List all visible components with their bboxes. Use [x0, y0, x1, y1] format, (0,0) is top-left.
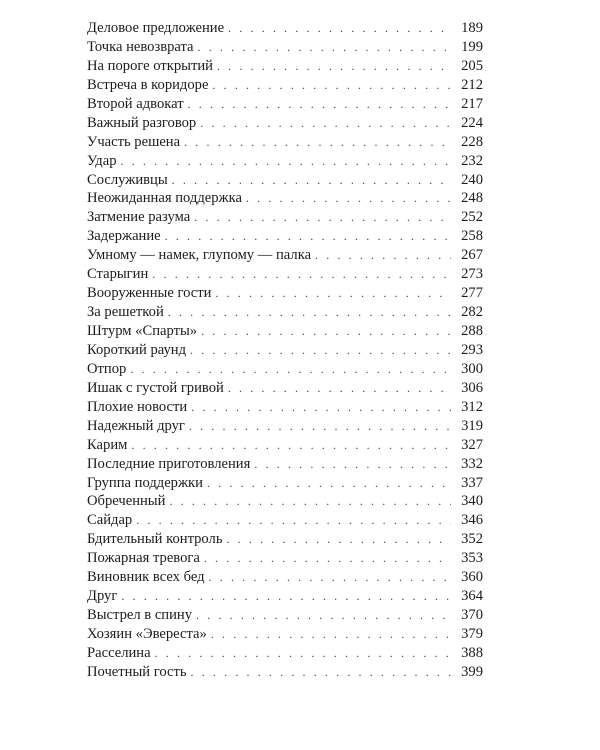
- toc-entry-title: Затмение разума: [87, 209, 191, 226]
- toc-entry: [87, 492, 483, 511]
- toc-entry-title: Ишак с густой гривой: [87, 379, 224, 396]
- toc-entry: [87, 171, 483, 190]
- toc-entry: [87, 227, 483, 246]
- dot-leader: [200, 114, 451, 133]
- toc-entry-title: Последние приготовления: [87, 455, 251, 472]
- toc-entry-page-number: 252: [461, 209, 483, 226]
- dot-leader: [228, 19, 451, 38]
- toc-entry-title: Отпор: [87, 360, 127, 377]
- toc-entry: [87, 360, 483, 379]
- dot-leader: [228, 379, 451, 398]
- dot-leader: [131, 436, 451, 455]
- toc-entry-page-number: 248: [461, 190, 483, 207]
- toc-entry-page-number: 388: [461, 644, 483, 661]
- toc-entry: [87, 76, 483, 95]
- dot-leader: [315, 246, 451, 265]
- toc-entry-title: Выстрел в спину: [87, 607, 193, 624]
- toc-entry-page-number: 379: [461, 626, 483, 642]
- toc-entry-title: Обреченный: [87, 493, 166, 510]
- toc-entry-title: Точка невозврата: [87, 38, 194, 55]
- dot-leader: [169, 492, 451, 511]
- toc-entry-title: Бдительный контроль: [87, 531, 223, 548]
- toc-entry-page-number: 340: [461, 493, 483, 510]
- toc-entry-title: Почетный гость: [87, 663, 187, 680]
- toc-entry: [87, 95, 483, 114]
- toc-entry-title: Удар: [87, 152, 117, 169]
- toc-entry: [87, 114, 483, 133]
- toc-entry-page-number: 267: [461, 247, 483, 264]
- toc-entry-title: Сайдар: [87, 512, 133, 529]
- toc-entry: [87, 265, 483, 284]
- toc-entry: [87, 644, 483, 663]
- toc-entry-page-number: 346: [461, 512, 483, 529]
- dot-leader: [211, 625, 451, 644]
- dot-leader: [191, 663, 451, 682]
- toc-entry-title: Второй адвокат: [87, 95, 184, 112]
- toc-entry: [87, 133, 483, 152]
- dot-leader: [188, 95, 451, 114]
- toc-entry-page-number: 199: [461, 38, 483, 55]
- toc-entry-title: Плохие новости: [87, 398, 188, 415]
- toc-entry: [87, 208, 483, 227]
- toc-entry: [87, 189, 483, 208]
- toc-entry-page-number: 306: [461, 379, 483, 396]
- toc-entry: [87, 663, 483, 682]
- toc-entry-page-number: 282: [461, 304, 483, 321]
- dot-leader: [172, 171, 451, 190]
- toc-entry-page-number: 205: [461, 57, 483, 74]
- dot-leader: [201, 322, 451, 341]
- toc-entry-page-number: 327: [461, 436, 483, 453]
- toc-entry: [87, 152, 483, 171]
- dot-leader: [168, 303, 451, 322]
- toc-entry-page-number: 228: [461, 133, 483, 150]
- toc-entry-page-number: 319: [461, 417, 483, 434]
- toc-entry-page-number: 273: [461, 266, 483, 283]
- dot-leader: [196, 606, 451, 625]
- toc-entry-title: Расселина: [87, 644, 151, 661]
- toc-entry-title: Хозяин «Эвереста»: [87, 626, 207, 642]
- dot-leader: [194, 208, 451, 227]
- toc-entry: [87, 38, 483, 57]
- dot-leader: [189, 417, 451, 436]
- toc-entry-page-number: 364: [461, 588, 483, 605]
- toc-entry-page-number: 258: [461, 228, 483, 245]
- toc-entry: [87, 568, 483, 587]
- toc-entry: [87, 474, 483, 493]
- toc-entry-page-number: 332: [461, 455, 483, 472]
- dot-leader: [246, 189, 451, 208]
- dot-leader: [121, 152, 452, 171]
- toc-entry: [87, 549, 483, 568]
- toc-entry-title: За решеткой: [87, 304, 164, 321]
- toc-entry-title: Группа поддержки: [87, 474, 203, 491]
- toc-entry-page-number: 353: [461, 550, 483, 567]
- toc-entry-title: Карим: [87, 436, 128, 453]
- toc-entry: [87, 587, 483, 606]
- dot-leader: [136, 511, 451, 530]
- dot-leader: [155, 644, 451, 663]
- dot-leader: [190, 341, 451, 360]
- toc-entry-page-number: 224: [461, 114, 483, 131]
- toc-entry: [87, 436, 483, 455]
- toc-entry-title: Друг: [87, 588, 118, 605]
- toc-entry: [87, 511, 483, 530]
- toc-entry-title: Вооруженные гости: [87, 285, 212, 302]
- toc-entry-title: Штурм «Спарты»: [87, 323, 198, 339]
- toc-entry-title: Задержание: [87, 228, 161, 245]
- toc-entry-title: Неожиданная поддержка: [87, 190, 242, 207]
- toc-entry: [87, 284, 483, 303]
- dot-leader: [165, 227, 451, 246]
- dot-leader: [130, 360, 451, 379]
- toc-entry-title: Сослуживцы: [87, 171, 168, 188]
- toc-entry-page-number: 337: [461, 474, 483, 491]
- toc-entry-title: Надежный друг: [87, 417, 185, 434]
- dot-leader: [198, 38, 451, 57]
- dot-leader: [121, 587, 451, 606]
- toc-entry: [87, 455, 483, 474]
- toc-entry-title: Старыгин: [87, 266, 149, 283]
- dot-leader: [207, 474, 451, 493]
- toc-entry-title: Короткий раунд: [87, 341, 187, 358]
- toc-entry-page-number: 288: [461, 323, 483, 339]
- toc-entry-page-number: 189: [461, 20, 483, 36]
- dot-leader: [152, 265, 451, 284]
- toc-entry: [87, 57, 483, 76]
- dot-leader: [215, 284, 451, 303]
- toc-entry: [87, 379, 483, 398]
- dot-leader: [209, 568, 451, 587]
- toc-entry-page-number: 277: [461, 285, 483, 302]
- toc-entry-title: Виновник всех бед: [87, 569, 205, 586]
- toc-entry: [87, 530, 483, 549]
- toc-entry: [87, 341, 483, 360]
- dot-leader: [184, 133, 451, 152]
- toc-entry: [87, 398, 483, 417]
- toc-entry: [87, 322, 483, 341]
- toc-entry-title: Встреча в коридоре: [87, 76, 209, 93]
- toc-entry-title: Пожарная тревога: [87, 550, 200, 567]
- toc-entry-page-number: 300: [461, 360, 483, 377]
- toc-entry: [87, 246, 483, 265]
- dot-leader: [191, 398, 451, 417]
- dot-leader: [212, 76, 451, 95]
- toc-entry: [87, 417, 483, 436]
- toc-entry-page-number: 232: [461, 152, 483, 169]
- toc-entry: [87, 625, 483, 644]
- toc-entry-page-number: 352: [461, 531, 483, 548]
- toc-entry-page-number: 360: [461, 569, 483, 586]
- toc-entry-title: Деловое предложение: [87, 20, 225, 36]
- dot-leader: [204, 549, 451, 568]
- toc-entry-page-number: 293: [461, 341, 483, 358]
- toc-entry-page-number: 240: [461, 171, 483, 188]
- toc-entry-page-number: 217: [461, 95, 483, 112]
- toc-entry-title: Важный разговор: [87, 114, 197, 131]
- toc-entry-title: Участь решена: [87, 133, 181, 150]
- table-of-contents: [87, 19, 483, 682]
- toc-entry-page-number: 312: [461, 398, 483, 415]
- toc-entry-title: Умному — намек, глупому — палка: [87, 247, 312, 264]
- toc-entry: [87, 19, 483, 38]
- dot-leader: [226, 530, 451, 549]
- toc-entry-page-number: 212: [461, 76, 483, 93]
- dot-leader: [217, 57, 451, 76]
- dot-leader: [254, 455, 451, 474]
- toc-entry-page-number: 370: [461, 607, 483, 624]
- toc-entry-title: На пороге открытий: [87, 57, 213, 74]
- toc-entry: [87, 303, 483, 322]
- toc-entry-page-number: 399: [461, 663, 483, 680]
- toc-entry: [87, 606, 483, 625]
